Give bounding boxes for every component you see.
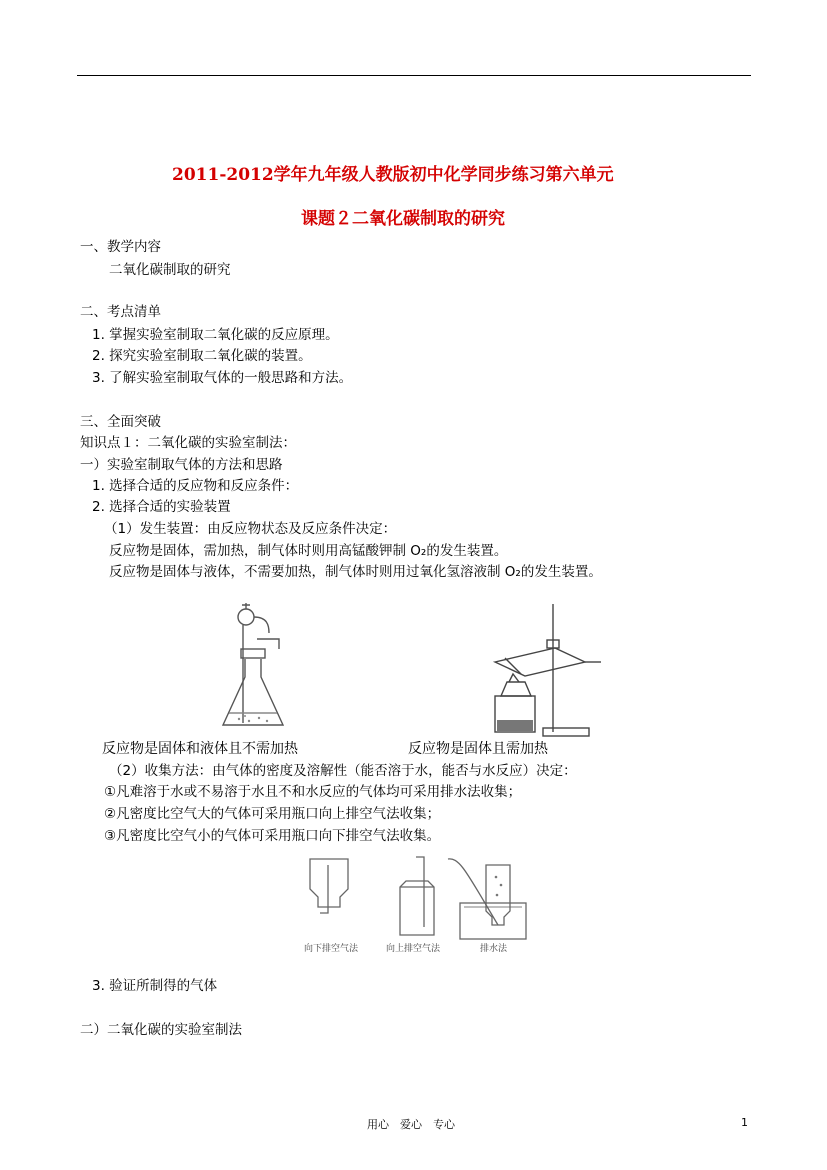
collection-label-upward: 向上排空气法 xyxy=(386,944,441,954)
generator-line-1: 反应物是固体，需加热，制气体时则用高锰酸钾制 O₂的发生装置。 xyxy=(109,543,508,559)
collection-item-3: ③凡密度比空气小的气体可采用瓶口向下排空气法收集。 xyxy=(104,828,441,844)
section-2-heading: 二、考点清单 xyxy=(80,304,161,320)
collection-methods-figure xyxy=(300,855,535,955)
section-3-heading: 三、全面突破 xyxy=(80,414,161,430)
section-1-body: 二氧化碳制取的研究 xyxy=(109,262,231,278)
page-number: 1 xyxy=(741,1116,748,1129)
figure-1-caption-right: 反应物是固体且需加热 xyxy=(408,741,548,757)
collection-item-2: ②凡密度比空气大的气体可采用瓶口向上排空气法收集； xyxy=(104,806,441,822)
section-1-heading: 一、教学内容 xyxy=(80,239,161,255)
generator-heading: （1）发生装置：由反应物状态及反应条件决定： xyxy=(104,521,397,537)
figure-1-caption-left: 反应物是固体和液体且不需加热 xyxy=(102,741,298,757)
part-1-item-1: 1. 选择合适的反应物和反应条件： xyxy=(92,478,299,494)
flask-apparatus-figure xyxy=(215,605,295,735)
footer-motto: 用心 爱心 专心 xyxy=(367,1118,455,1131)
section-2-item-2: 2. 探究实验室制取二氧化碳的装置。 xyxy=(92,348,312,364)
part-1-item-2: 2. 选择合适的实验装置 xyxy=(92,499,231,515)
heating-apparatus-figure xyxy=(485,600,610,740)
section-2-item-3: 3. 了解实验室制取气体的一般思路和方法。 xyxy=(92,370,353,386)
collection-label-water: 排水法 xyxy=(480,944,508,954)
collection-label-downward: 向下排空气法 xyxy=(304,944,359,954)
header-rule xyxy=(77,75,751,76)
collection-heading: （2）收集方法：由气体的密度及溶解性（能否溶于水，能否与水反应）决定： xyxy=(109,763,577,779)
part-2-heading: 二）二氧化碳的实验室制法 xyxy=(80,1022,242,1038)
part-1-heading: 一）实验室制取气体的方法和思路 xyxy=(80,457,283,473)
collection-item-1: ①凡难溶于水或不易溶于水且不和水反应的气体均可采用排水法收集； xyxy=(104,784,522,800)
document-subtitle: 课题２二氧化碳制取的研究 xyxy=(301,209,505,229)
part-1-item-3: 3. 验证所制得的气体 xyxy=(92,978,218,994)
generator-line-2: 反应物是固体与液体，不需要加热，制气体时则用过氧化氢溶液制 O₂的发生装置。 xyxy=(109,564,602,580)
section-2-item-1: 1. 掌握实验室制取二氧化碳的反应原理。 xyxy=(92,327,339,343)
document-title: 2011-2012学年九年级人教版初中化学同步练习第六单元 xyxy=(172,165,614,185)
knowledge-point-1: 知识点１：二氧化碳的实验室制法： xyxy=(80,435,296,451)
